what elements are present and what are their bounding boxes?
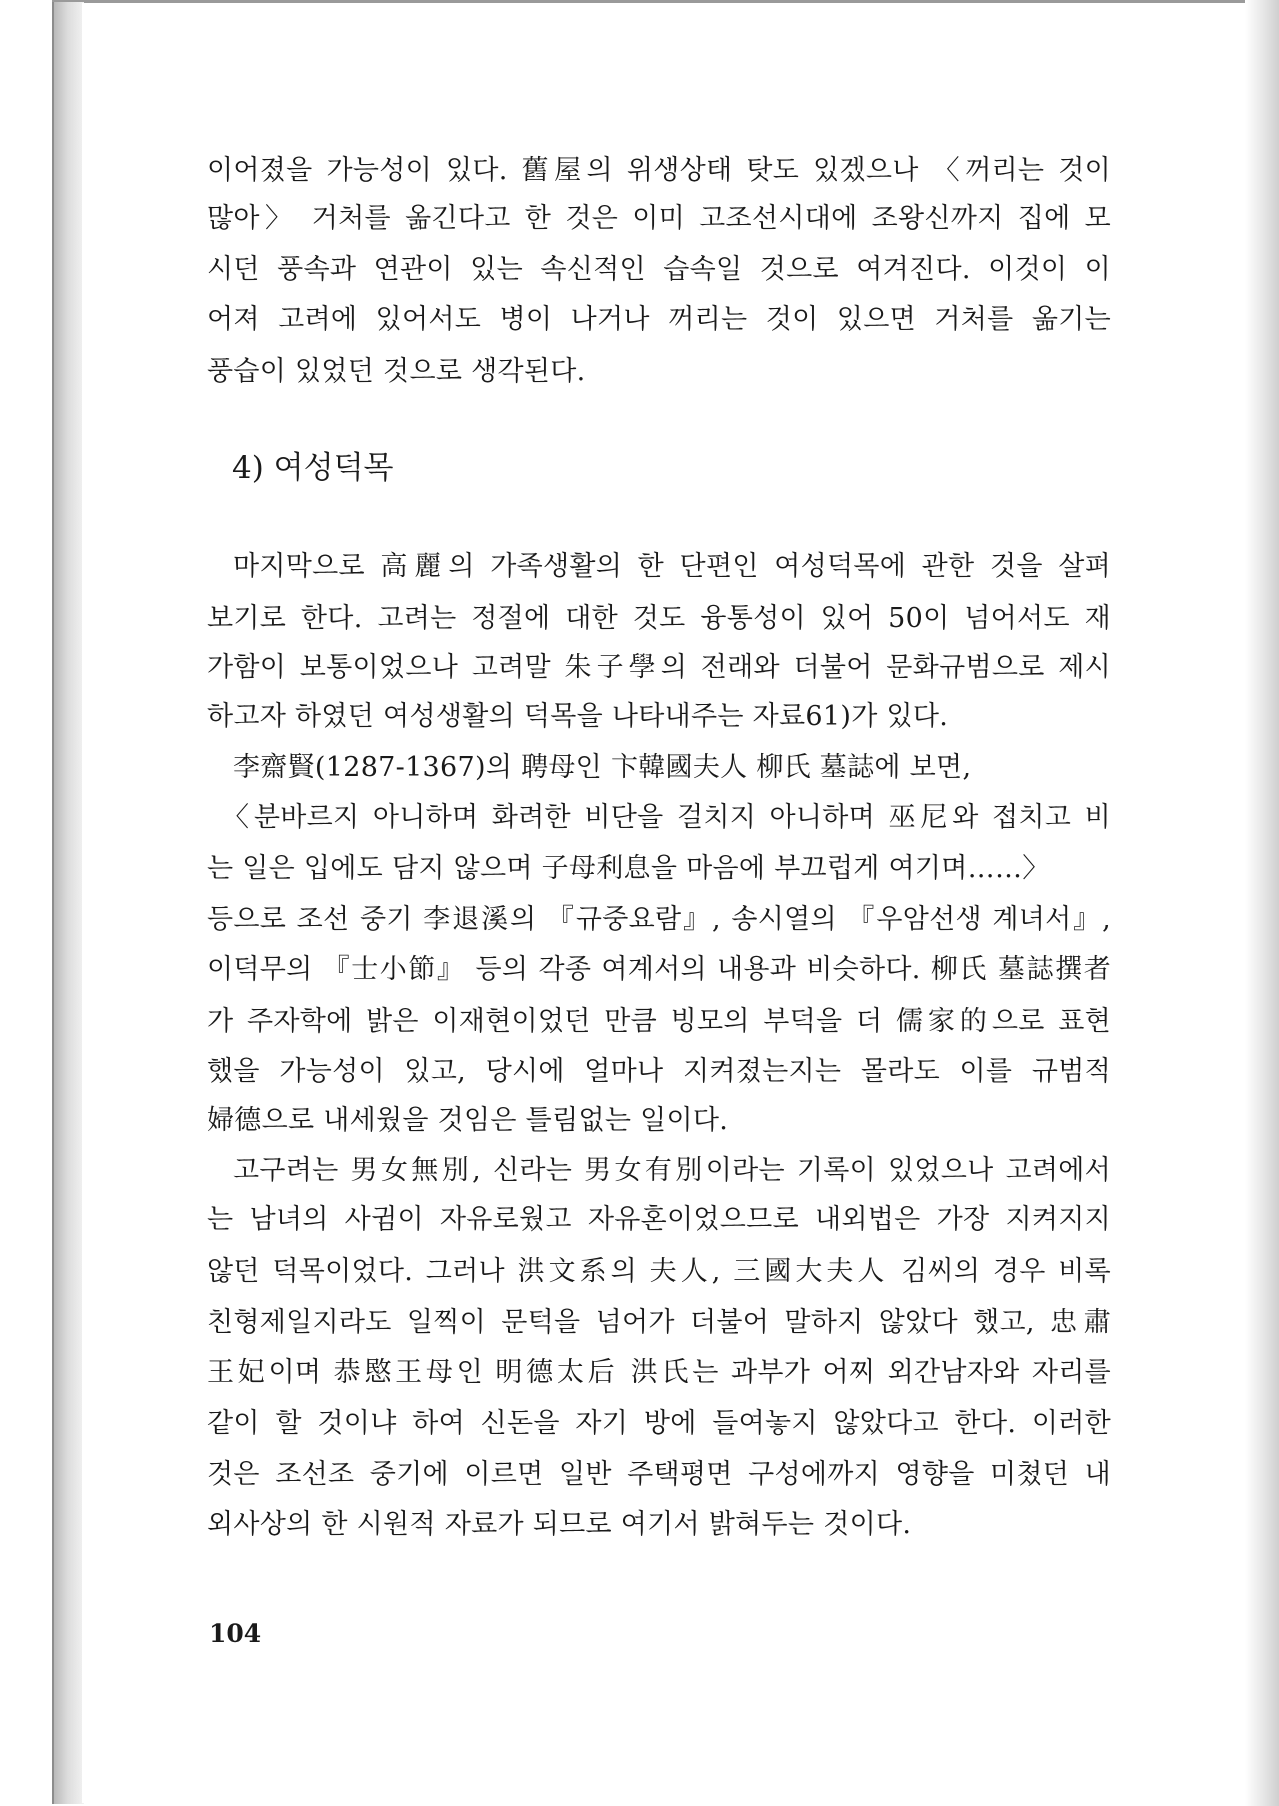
body-line: 婦德으로 내세웠을 것임은 틀림없는 일이다. [207,1105,729,1136]
body-line: 않던 덕목이었다. 그러나 洪文系의 夫人, 三國大夫人 김씨의 경우 비록 [207,1256,1111,1287]
body-line: 등으로 조선 중기 李退溪의 『규중요람』, 송시열의 『우암선생 계녀서』, [207,904,1111,935]
body-line: 고구려는 男女無別, 신라는 男女有別이라는 기록이 있었으나 고려에서 [233,1155,1111,1186]
body-line: 하고자 하였던 여성생활의 덕목을 나타내주는 자료61)가 있다. [207,701,949,732]
body-line: 王妃이며 恭愍王母인 明德太后 洪氏는 과부가 어찌 외간남자와 자리를 [207,1357,1111,1388]
body-line: 했을 가능성이 있고, 당시에 얼마나 지켜졌는지는 몰라도 이를 규범적 [207,1056,1111,1087]
body-line: 시던 풍속과 연관이 있는 속신적인 습속일 것으로 여겨진다. 이것이 이 [207,254,1111,285]
body-line: 이덕무의 『士小節』 등의 각종 여계서의 내용과 비슷하다. 柳氏 墓誌撰者 [207,954,1111,985]
page-edge-left [52,2,84,1804]
body-line: 는 남녀의 사귐이 자유로웠고 자유혼이었으므로 내외법은 가장 지켜지지 [207,1204,1111,1235]
body-line: 가함이 보통이었으나 고려말 朱子學의 전래와 더불어 문화규범으로 제시 [207,652,1111,683]
body-line: 마지막으로 高麗의 가족생활의 한 단편인 여성덕목에 관한 것을 살펴 [233,551,1111,582]
body-line: 어져 고려에 있어서도 병이 나거나 꺼리는 것이 있으면 거처를 옮기는 [207,304,1111,335]
body-line: 외사상의 한 시원적 자료가 되므로 여기서 밝혀두는 것이다. [207,1509,912,1540]
body-line: 가 주자학에 밝은 이재현이었던 만큼 빙모의 부덕을 더 儒家的으로 표현 [207,1006,1111,1037]
body-line: 李齋賢(1287-1367)의 聘母인 卞韓國夫人 柳氏 墓誌에 보면, [233,752,972,783]
quote-line: 〈분바르지 아니하며 화려한 비단을 걸치지 아니하며 巫尼와 접치고 비 [222,802,1111,833]
body-line: 이어졌을 가능성이 있다. 舊屋의 위생상태 탓도 있겠으나 〈꺼리는 것이 [207,155,1111,186]
body-line: 풍습이 있었던 것으로 생각된다. [207,356,586,387]
body-line: 많아〉 거처를 옮긴다고 한 것은 이미 고조선시대에 조왕신까지 집에 모 [207,203,1111,234]
quote-line: 는 일은 입에도 담지 않으며 子母利息을 마음에 부끄럽게 여기며……〉 [207,853,1050,884]
section-heading: 4) 여성덕목 [232,450,394,486]
body-line: 친형제일지라도 일찍이 문턱을 넘어가 더불어 말하지 않았다 했고, 忠肅 [207,1307,1111,1338]
page-edge-right [1245,0,1279,1806]
body-line: 같이 할 것이냐 하여 신돈을 자기 방에 들여놓지 않았다고 한다. 이러한 [207,1408,1111,1439]
page-number: 104 [209,1619,262,1648]
body-line: 것은 조선조 중기에 이르면 일반 주택평면 구성에까지 영향을 미쳤던 내 [207,1459,1111,1490]
body-line: 보기로 한다. 고려는 정절에 대한 것도 융통성이 있어 50이 넘어서도 재 [207,603,1111,634]
